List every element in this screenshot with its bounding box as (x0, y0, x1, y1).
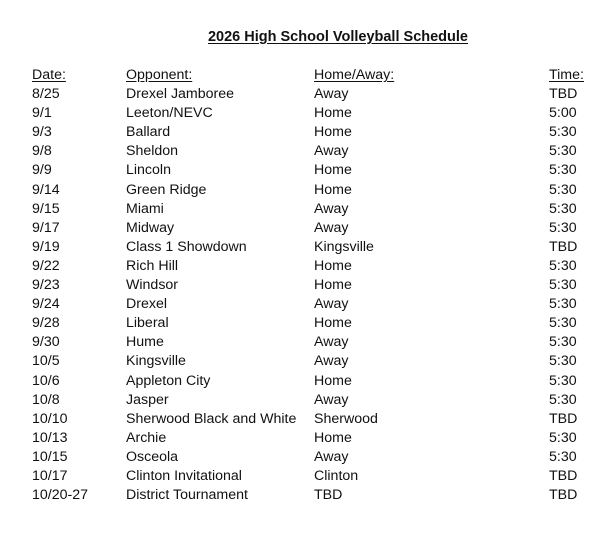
header-home-away: Home/Away: (314, 67, 395, 83)
cell-location: Home (314, 162, 352, 179)
cell-date: 9/17 (32, 219, 60, 236)
cell-opponent: Liberal (126, 315, 169, 332)
cell-location: Away (314, 448, 349, 465)
cell-location: Away (314, 391, 349, 408)
cell-time: 5:30 (549, 219, 577, 236)
cell-location: Home (314, 257, 352, 274)
cell-opponent: Drexel (126, 296, 167, 313)
table-row (32, 372, 592, 391)
cell-time: 5:30 (549, 296, 577, 313)
cell-opponent: Hume (126, 334, 164, 351)
cell-time: 5:30 (549, 372, 577, 389)
header-opponent: Opponent: (126, 67, 193, 83)
cell-location: Sherwood (314, 410, 378, 427)
table-row (32, 314, 592, 333)
table-row (32, 142, 592, 161)
table-row (32, 486, 592, 505)
cell-date: 10/8 (32, 391, 60, 408)
cell-time: 5:30 (549, 315, 577, 332)
cell-location: Home (314, 277, 352, 294)
cell-time: 5:30 (549, 334, 577, 351)
cell-opponent: Lincoln (126, 162, 171, 179)
table-row (32, 181, 592, 200)
cell-date: 8/25 (32, 86, 60, 103)
cell-location: Clinton (314, 467, 359, 484)
cell-date: 10/17 (32, 467, 68, 484)
cell-time: 5:30 (549, 143, 577, 160)
table-row (32, 161, 592, 180)
cell-date: 9/1 (32, 105, 52, 122)
cell-time: TBD (549, 86, 578, 103)
cell-opponent: Ballard (126, 124, 171, 141)
table-row (32, 276, 592, 295)
cell-location: Home (314, 429, 352, 446)
cell-location: Away (314, 200, 349, 217)
cell-location: Away (314, 296, 349, 313)
cell-location: Home (314, 105, 352, 122)
table-row (32, 123, 592, 142)
table-row (32, 200, 592, 219)
cell-date: 10/15 (32, 448, 68, 465)
cell-location: TBD (314, 487, 343, 504)
table-row (32, 391, 592, 410)
cell-date: 9/28 (32, 315, 60, 332)
table-row (32, 448, 592, 467)
cell-time: TBD (549, 238, 578, 255)
cell-date: 9/14 (32, 181, 60, 198)
cell-location: Away (314, 143, 349, 160)
cell-time: 5:00 (549, 105, 577, 122)
cell-opponent: Class 1 Showdown (126, 238, 247, 255)
cell-opponent: Osceola (126, 448, 179, 465)
cell-opponent: Archie (126, 429, 167, 446)
cell-time: 5:30 (549, 181, 577, 198)
cell-location: Home (314, 372, 352, 389)
table-row (32, 238, 592, 257)
cell-time: 5:30 (549, 448, 577, 465)
cell-opponent: Miami (126, 200, 164, 217)
cell-date: 9/8 (32, 143, 52, 160)
schedule-table (32, 66, 592, 505)
cell-opponent: Windsor (126, 277, 179, 294)
table-row (32, 219, 592, 238)
table-header-row (32, 66, 592, 85)
cell-opponent: Drexel Jamboree (126, 86, 235, 103)
table-row (32, 257, 592, 276)
cell-opponent: Midway (126, 219, 175, 236)
header-time: Time: (549, 67, 584, 83)
header-date: Date: (32, 67, 66, 83)
cell-date: 9/24 (32, 296, 60, 313)
table-row (32, 352, 592, 371)
table-row (32, 429, 592, 448)
cell-date: 10/13 (32, 429, 68, 446)
table-row (32, 333, 592, 352)
document-title: 2026 High School Volleyball Schedule (207, 29, 468, 45)
table-row (32, 104, 592, 123)
cell-opponent: District Tournament (126, 487, 248, 504)
cell-location: Home (314, 315, 352, 332)
cell-date: 9/23 (32, 277, 60, 294)
cell-time: 5:30 (549, 200, 577, 217)
table-row (32, 295, 592, 314)
cell-time: 5:30 (549, 353, 577, 370)
cell-date: 10/6 (32, 372, 60, 389)
cell-opponent: Clinton Invitational (126, 467, 242, 484)
cell-location: Away (314, 219, 349, 236)
cell-time: TBD (549, 487, 578, 504)
cell-opponent: Leeton/NEVC (126, 105, 213, 122)
cell-date: 9/22 (32, 257, 60, 274)
cell-opponent: Rich Hill (126, 257, 179, 274)
cell-date: 10/5 (32, 353, 60, 370)
cell-location: Home (314, 124, 352, 141)
cell-time: 5:30 (549, 257, 577, 274)
cell-location: Away (314, 353, 349, 370)
cell-opponent: Appleton City (126, 372, 211, 389)
cell-time: TBD (549, 410, 578, 427)
cell-date: 9/30 (32, 334, 60, 351)
cell-date: 9/19 (32, 238, 60, 255)
cell-opponent: Kingsville (126, 353, 186, 370)
cell-opponent: Sherwood Black and White (126, 410, 297, 427)
cell-location: Kingsville (314, 238, 374, 255)
cell-opponent: Jasper (126, 391, 169, 408)
cell-date: 9/15 (32, 200, 60, 217)
cell-time: 5:30 (549, 124, 577, 141)
table-row (32, 85, 592, 104)
cell-time: 5:30 (549, 429, 577, 446)
cell-date: 9/9 (32, 162, 52, 179)
cell-opponent: Sheldon (126, 143, 179, 160)
cell-date: 10/20-27 (32, 487, 89, 504)
cell-date: 10/10 (32, 410, 68, 427)
cell-date: 9/3 (32, 124, 52, 141)
cell-time: 5:30 (549, 277, 577, 294)
table-row (32, 467, 592, 486)
cell-time: TBD (549, 467, 578, 484)
table-row (32, 410, 592, 429)
cell-location: Away (314, 86, 349, 103)
cell-location: Away (314, 334, 349, 351)
cell-time: 5:30 (549, 391, 577, 408)
cell-location: Home (314, 181, 352, 198)
cell-time: 5:30 (549, 162, 577, 179)
cell-opponent: Green Ridge (126, 181, 207, 198)
